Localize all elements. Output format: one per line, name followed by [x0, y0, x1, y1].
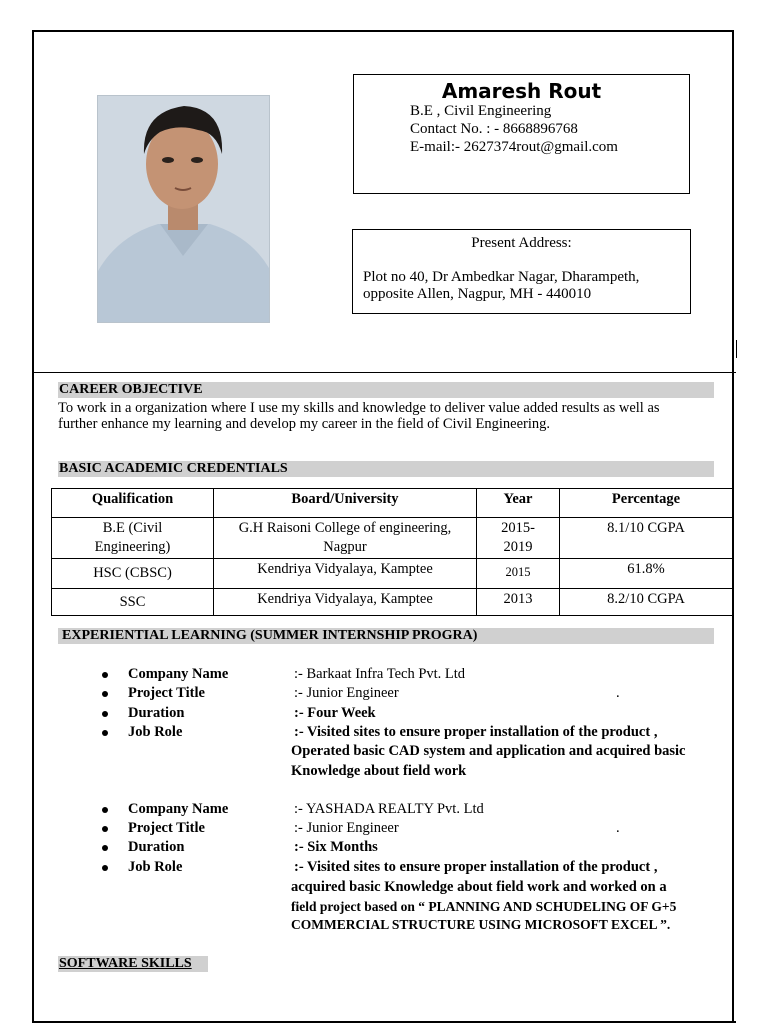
col-board: Board/University — [214, 489, 477, 518]
bullet-icon — [102, 672, 108, 678]
list-item — [96, 705, 736, 724]
cell-qualification: HSC (CBSC) — [52, 559, 214, 589]
col-qualification: Qualification — [52, 489, 214, 518]
career-heading: CAREER OBJECTIVE — [59, 382, 203, 397]
cell-board: Kendriya Vidyalaya, Kamptee — [214, 589, 477, 616]
cell-board: G.H Raisoni College of engineering, Nagpur — [214, 518, 477, 559]
address-box — [352, 229, 691, 314]
page-bottom-border — [32, 1021, 736, 1023]
duration-value: :- Six Months — [294, 839, 378, 855]
role-value: :- Visited sites to ensure proper installation of the product , — [294, 724, 658, 740]
cell-board: Kendriya Vidyalaya, Kamptee — [214, 559, 477, 589]
role-value: :- Visited sites to ensure proper installation of the product , — [294, 859, 658, 875]
candidate-name: Amaresh Rout — [441, 79, 602, 103]
company-value: :- YASHADA REALTY Pvt. Ltd — [294, 801, 484, 817]
table-header-row — [52, 489, 733, 518]
contact-number: Contact No. : - 8668896768 — [410, 121, 578, 137]
address-line-2: opposite Allen, Nagpur, MH - 440010 — [363, 286, 592, 302]
role-label: Job Role — [128, 859, 183, 875]
header-divider — [32, 372, 736, 373]
cell-year: 2013 — [477, 589, 560, 616]
duration-label: Duration — [128, 839, 185, 855]
title-label: Project Title — [128, 685, 205, 701]
role-line-3: field project based on “ PLANNING AND SCHUDELING OF G+5 — [291, 899, 677, 914]
bullet-icon — [102, 826, 108, 832]
list-item — [96, 839, 736, 858]
degree: B.E , Civil Engineering — [410, 103, 552, 119]
address-line-1: Plot no 40, Dr Ambedkar Nagar, Dharampeth, — [363, 269, 640, 285]
career-line-2: further enhance my learning and develop my career in the field of Civil Engineering. — [58, 416, 551, 432]
academic-table — [51, 488, 733, 616]
role-line-3: Knowledge about field work — [291, 763, 467, 779]
company-label: Company Name — [128, 801, 229, 817]
role-line-2: acquired basic Knowledge about field work and worked on a — [291, 879, 667, 895]
cell-percentage: 61.8% — [560, 559, 733, 589]
academic-heading: BASIC ACADEMIC CREDENTIALS — [59, 461, 288, 476]
table-row — [52, 589, 733, 616]
cell-year: 2015 — [477, 559, 560, 589]
internship-heading: EXPERIENTIAL LEARNING (SUMMER INTERNSHIP PROGRA) — [62, 628, 478, 643]
name-box — [353, 74, 690, 194]
cell-qualification: SSC — [52, 589, 214, 616]
role-label: Job Role — [128, 724, 183, 740]
duration-value: :- Four Week — [294, 705, 376, 721]
cell-percentage: 8.1/10 CGPA — [560, 518, 733, 559]
company-label: Company Name — [128, 666, 229, 682]
bullet-icon — [102, 711, 108, 717]
title-label: Project Title — [128, 820, 205, 836]
profile-photo — [97, 95, 270, 323]
list-item — [96, 724, 736, 743]
list-item — [96, 666, 736, 685]
bullet-icon — [102, 807, 108, 813]
title-value: :- Junior Engineer — [294, 820, 399, 836]
company-value: :- Barkaat Infra Tech Pvt. Ltd — [294, 666, 466, 682]
title-dot: . — [616, 820, 620, 836]
bullet-icon — [102, 730, 108, 736]
list-item — [96, 685, 736, 704]
bullet-icon — [102, 691, 108, 697]
title-dot: . — [616, 685, 620, 701]
bullet-icon — [102, 865, 108, 871]
table-row — [52, 518, 733, 559]
cell-percentage: 8.2/10 CGPA — [560, 589, 733, 616]
duration-label: Duration — [128, 705, 185, 721]
address-title: Present Address: — [471, 235, 572, 251]
col-percentage: Percentage — [560, 489, 733, 518]
col-year: Year — [477, 489, 560, 518]
title-value: :- Junior Engineer — [294, 685, 399, 701]
bullet-icon — [102, 845, 108, 851]
role-line-4: COMMERCIAL STRUCTURE USING MICROSOFT EXCEL ”. — [291, 917, 671, 932]
border-tick — [736, 340, 737, 358]
career-line-1: To work in a organization where I use my skills and knowledge to deliver value added results as well as — [58, 400, 660, 416]
software-heading: SOFTWARE SKILLS — [59, 956, 192, 971]
cell-qualification: B.E (Civil Engineering) — [52, 518, 214, 559]
list-item — [96, 859, 736, 878]
table-row — [52, 559, 733, 589]
email: E-mail:- 2627374rout@gmail.com — [410, 139, 618, 155]
list-item — [96, 820, 736, 839]
cell-year: 2015- 2019 — [477, 518, 560, 559]
role-line-2: Operated basic CAD system and application and acquired basic — [291, 743, 686, 759]
list-item — [96, 801, 736, 820]
